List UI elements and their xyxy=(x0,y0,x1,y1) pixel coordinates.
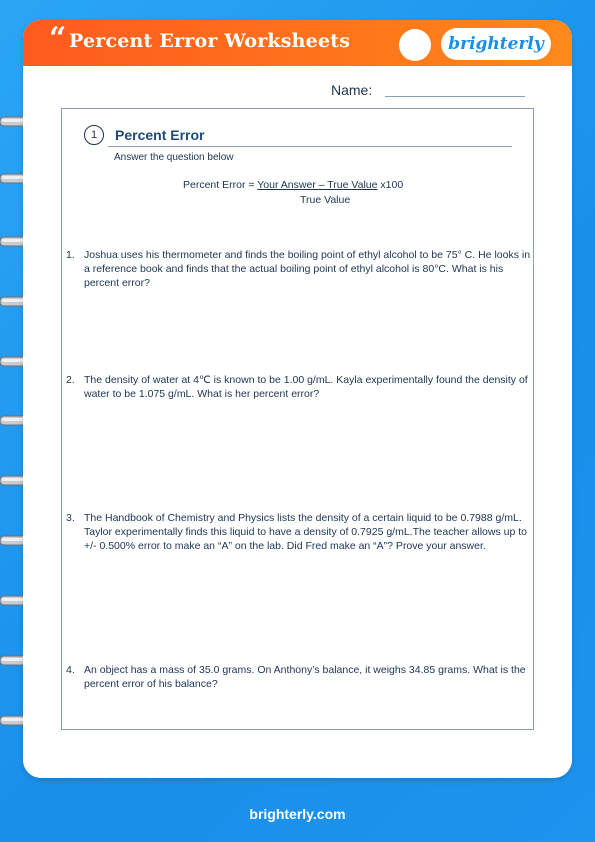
header-bar xyxy=(23,20,572,66)
name-label: Name: xyxy=(331,82,373,98)
worksheet-card xyxy=(23,20,572,778)
formula-prefix: Percent Error = xyxy=(183,179,258,191)
question-number: 4. xyxy=(66,664,75,676)
circle-decoration xyxy=(399,29,431,61)
formula xyxy=(183,179,403,191)
formula-numerator: Your Answer – True Value xyxy=(257,179,378,191)
brand-logo[interactable] xyxy=(441,28,551,60)
section-title: Percent Error xyxy=(115,127,205,143)
worksheet-frame xyxy=(61,108,534,730)
question-number: 3. xyxy=(66,512,75,524)
question-number: 1. xyxy=(66,249,75,261)
question-number: 2. xyxy=(66,374,75,386)
question-text: An object has a mass of 35.0 grams. On Anthony’s balance, it weighs 34.85 grams. What is the percent error of his balance? xyxy=(84,664,526,690)
formula-suffix: x100 xyxy=(377,179,404,191)
question-text: Joshua uses his thermometer and finds the boiling point of ethyl alcohol to be 75° C. He looks in a reference book and finds that the actual boiling point of ethyl alcohol is 80°C. What is his percent error? xyxy=(84,249,531,289)
question-text: The Handbook of Chemistry and Physics lists the density of a certain liquid to be 0.7988 g/mL. Taylor experimentally finds this liquid to have a density of 0.7925 g/mL.The teacher allows up to +/- 0.500% error to make an “A” on the lab. Did Fred make an “A”? Prove your answer. xyxy=(84,512,527,552)
logo-text: brighterly xyxy=(448,34,544,54)
footer-link[interactable]: brighterly.com xyxy=(249,806,346,822)
section-number: 1 xyxy=(84,125,104,145)
instructions: Answer the question below xyxy=(114,152,234,163)
question-text: The density of water at 4℃ is known to be 1.00 g/mL. Kayla experimentally found the density of water to be 1.075 g/mL. What is her percent error? xyxy=(84,374,528,400)
divider xyxy=(108,146,512,147)
name-field[interactable] xyxy=(385,96,525,97)
quote-icon: “ xyxy=(49,21,67,56)
formula-denominator: True Value xyxy=(300,194,351,206)
page-title: Percent Error Worksheets xyxy=(69,30,351,52)
